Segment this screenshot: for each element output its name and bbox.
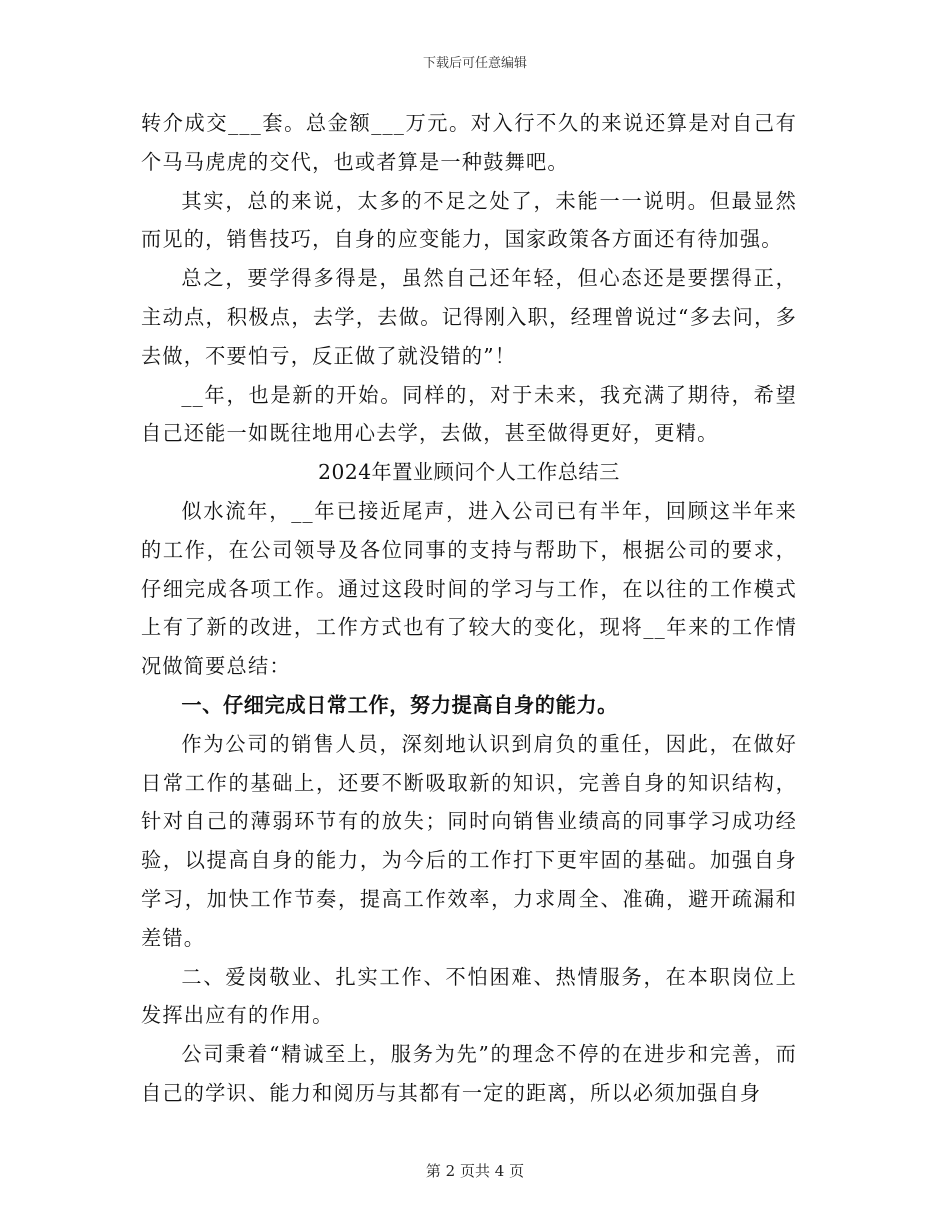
section-title: 2024年置业顾问个人工作总结三: [318, 460, 620, 485]
paragraph-6: 作为公司的销售人员，深刻地认识到肩负的重任，因此，在做好日常工作的基础上，还要不断吸取新的知识，完善自身的知识结构，针对自己的薄弱环节有的放失；同时向销售业绩高的同事学习成功经验，以提高自身的能力，为今后的工作打下更牢固的基础。加强自身学习，加快工作节奏，提高工作效率，力求周全、准确，避开疏漏和差错。: [141, 731, 797, 950]
paragraph-4: __年，也是新的开始。同样的，对于未来，我充满了期待，希望自己还能一如既往地用心去学，去做，甚至做得更好，更精。: [141, 382, 797, 446]
page-number: 第 2 页共 4 页: [425, 1162, 525, 1180]
paragraph-7: 公司秉着“精诚至上，服务为先”的理念不停的在进步和完善，而自己的学识、能力和阅历与其都有一定的距离，所以必须加强自身: [141, 1042, 797, 1105]
paragraph-2: 其实，总的来说，太多的不足之处了，未能一一说明。但最显然而见的，销售技巧，自身的应变能力，国家政策各方面还有待加强。: [141, 188, 797, 252]
subheading-1: 一、仔细完成日常工作，努力提高自身的能力。: [181, 692, 618, 717]
subheading-2: 二、爱岗敬业、扎实工作、不怕困难、热情服务，在本职岗位上发挥出应有的作用。: [141, 964, 797, 1028]
document-body: [141, 104, 797, 1113]
paragraph-3: 总之，要学得多得是，虽然自己还年轻，但心态还是要摆得正，主动点，积极点，去学，去做。记得刚入职，经理曾说过“多去问，多去做，不要怕亏，反正做了就没错的”！: [141, 266, 797, 368]
paragraph-1: 转介成交___套。总金额___万元。对入行不久的来说还算是对自己有个马马虎虎的交代，也或者算是一种鼓舞吧。: [141, 111, 797, 174]
page-header: 下载后可任意编辑: [422, 56, 527, 71]
paragraph-5: 似水流年，__年已接近尾声，进入公司已有半年，回顾这半年来的工作，在公司领导及各位同事的支持与帮助下，根据公司的要求，仔细完成各项工作。通过这段时间的学习与工作，在以往的工作模式上有了新的改进，工作方式也有了较大的变化，现将__年来的工作情况做简要总结：: [141, 498, 797, 679]
